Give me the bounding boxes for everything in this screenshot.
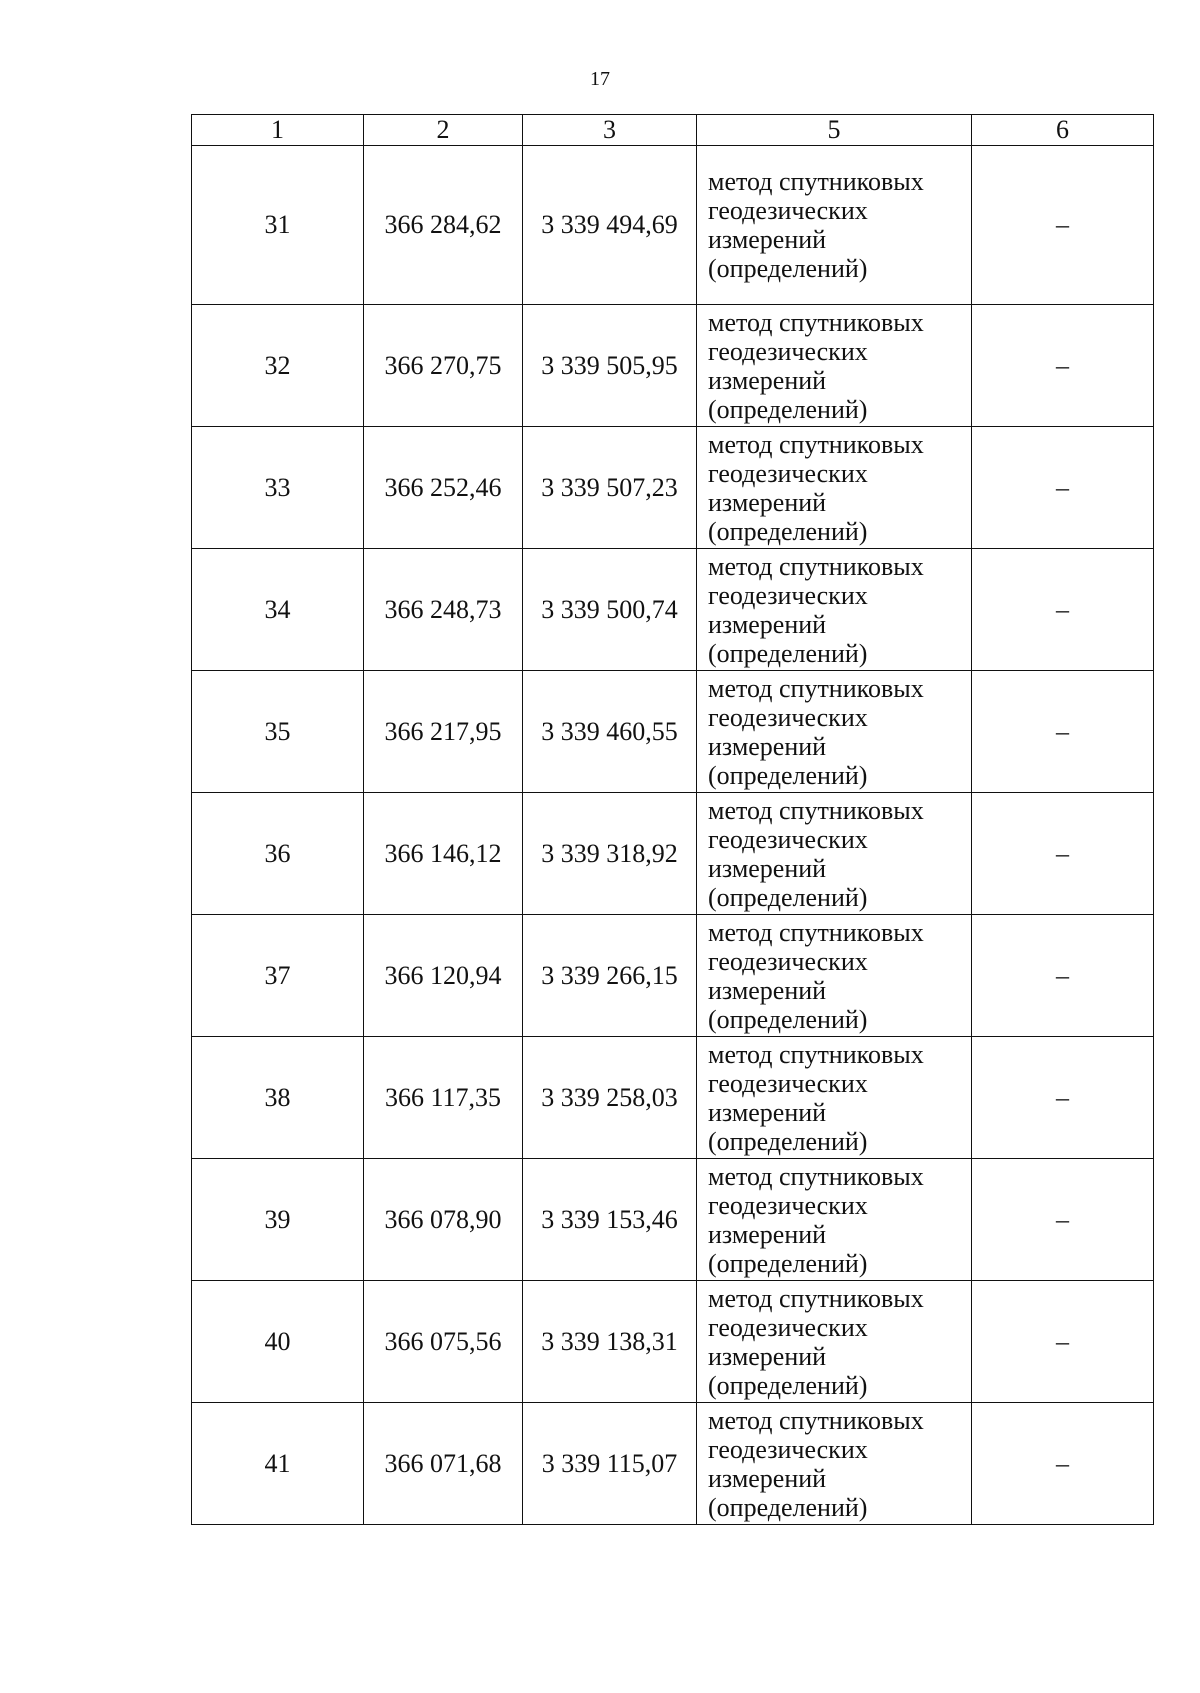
table-row <box>192 915 1154 1037</box>
point-number-cell: 32 <box>192 305 364 427</box>
x-coordinate-cell: 366 252,46 <box>364 427 523 549</box>
method-cell: метод спутниковых геодезических измерений (определений) <box>697 915 972 1037</box>
method-cell: метод спутниковых геодезических измерений (определений) <box>697 1281 972 1403</box>
table-row <box>192 671 1154 793</box>
table-row <box>192 1403 1154 1525</box>
note-cell: – <box>972 146 1154 305</box>
point-number-cell: 39 <box>192 1159 364 1281</box>
y-coordinate-cell: 3 339 153,46 <box>523 1159 697 1281</box>
x-coordinate-cell: 366 078,90 <box>364 1159 523 1281</box>
y-coordinate-cell: 3 339 258,03 <box>523 1037 697 1159</box>
table-row <box>192 1037 1154 1159</box>
note-cell: – <box>972 427 1154 549</box>
note-cell: – <box>972 1159 1154 1281</box>
x-coordinate-cell: 366 217,95 <box>364 671 523 793</box>
method-cell: метод спутниковых геодезических измерений (определений) <box>697 146 972 305</box>
point-number-cell: 35 <box>192 671 364 793</box>
header-col-2: 2 <box>364 115 523 146</box>
x-coordinate-cell: 366 248,73 <box>364 549 523 671</box>
x-coordinate-cell: 366 120,94 <box>364 915 523 1037</box>
point-number-cell: 40 <box>192 1281 364 1403</box>
note-cell: – <box>972 1037 1154 1159</box>
header-col-1: 1 <box>192 115 364 146</box>
note-cell: – <box>972 549 1154 671</box>
x-coordinate-cell: 366 117,35 <box>364 1037 523 1159</box>
point-number-cell: 36 <box>192 793 364 915</box>
x-coordinate-cell: 366 075,56 <box>364 1281 523 1403</box>
method-cell: метод спутниковых геодезических измерений (определений) <box>697 1403 972 1525</box>
method-cell: метод спутниковых геодезических измерений (определений) <box>697 305 972 427</box>
method-cell: метод спутниковых геодезических измерений (определений) <box>697 427 972 549</box>
point-number-cell: 34 <box>192 549 364 671</box>
y-coordinate-cell: 3 339 138,31 <box>523 1281 697 1403</box>
point-number-cell: 38 <box>192 1037 364 1159</box>
note-cell: – <box>972 671 1154 793</box>
method-cell: метод спутниковых геодезических измерений (определений) <box>697 793 972 915</box>
coordinates-table <box>191 114 1154 1525</box>
table-row <box>192 427 1154 549</box>
page-number: 17 <box>590 68 610 90</box>
y-coordinate-cell: 3 339 318,92 <box>523 793 697 915</box>
note-cell: – <box>972 793 1154 915</box>
y-coordinate-cell: 3 339 494,69 <box>523 146 697 305</box>
y-coordinate-cell: 3 339 500,74 <box>523 549 697 671</box>
table-row <box>192 1281 1154 1403</box>
note-cell: – <box>972 915 1154 1037</box>
point-number-cell: 33 <box>192 427 364 549</box>
note-cell: – <box>972 1403 1154 1525</box>
header-col-3: 3 <box>523 115 697 146</box>
table-row <box>192 793 1154 915</box>
x-coordinate-cell: 366 071,68 <box>364 1403 523 1525</box>
table-header-row <box>192 115 1154 146</box>
x-coordinate-cell: 366 270,75 <box>364 305 523 427</box>
table-row <box>192 305 1154 427</box>
x-coordinate-cell: 366 284,62 <box>364 146 523 305</box>
table-row <box>192 549 1154 671</box>
table-row <box>192 146 1154 305</box>
y-coordinate-cell: 3 339 266,15 <box>523 915 697 1037</box>
y-coordinate-cell: 3 339 115,07 <box>523 1403 697 1525</box>
y-coordinate-cell: 3 339 460,55 <box>523 671 697 793</box>
y-coordinate-cell: 3 339 505,95 <box>523 305 697 427</box>
y-coordinate-cell: 3 339 507,23 <box>523 427 697 549</box>
header-col-5: 5 <box>697 115 972 146</box>
table-row <box>192 1159 1154 1281</box>
method-cell: метод спутниковых геодезических измерений (определений) <box>697 549 972 671</box>
point-number-cell: 41 <box>192 1403 364 1525</box>
method-cell: метод спутниковых геодезических измерений (определений) <box>697 1159 972 1281</box>
method-cell: метод спутниковых геодезических измерений (определений) <box>697 1037 972 1159</box>
note-cell: – <box>972 305 1154 427</box>
point-number-cell: 37 <box>192 915 364 1037</box>
point-number-cell: 31 <box>192 146 364 305</box>
note-cell: – <box>972 1281 1154 1403</box>
method-cell: метод спутниковых геодезических измерений (определений) <box>697 671 972 793</box>
table-body <box>192 146 1154 1525</box>
header-col-6: 6 <box>972 115 1154 146</box>
x-coordinate-cell: 366 146,12 <box>364 793 523 915</box>
